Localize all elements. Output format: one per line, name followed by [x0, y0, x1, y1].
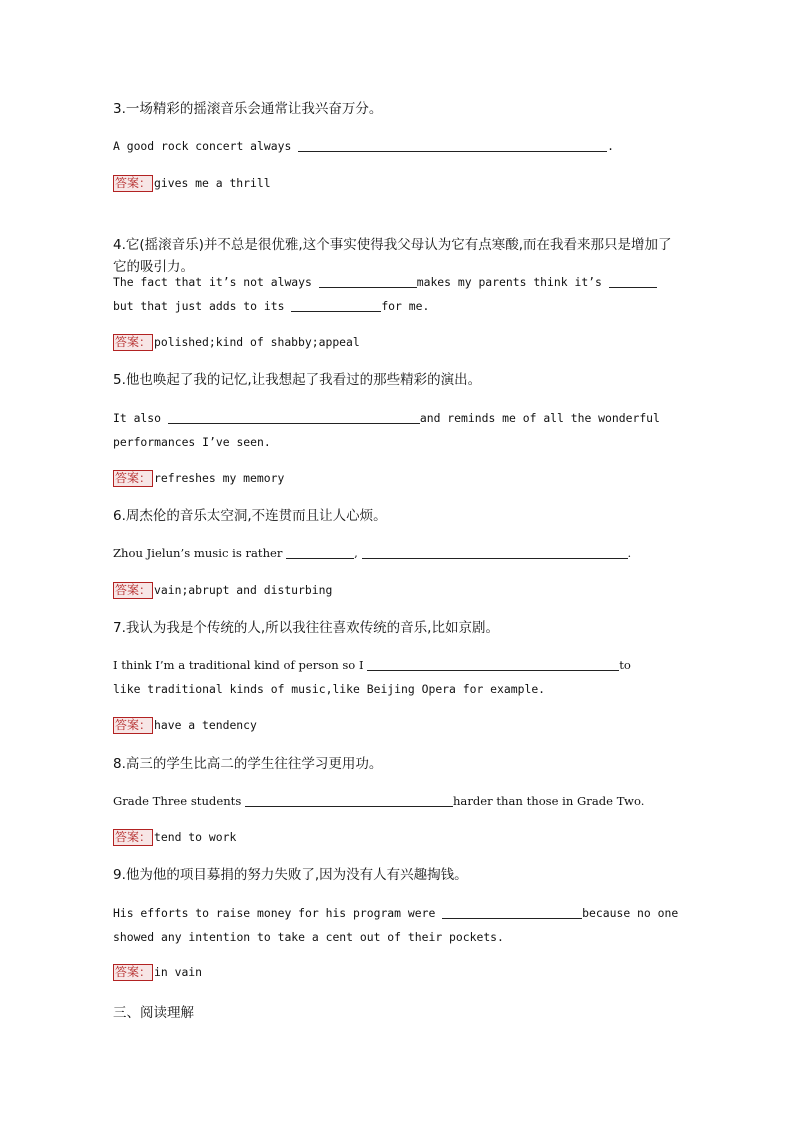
text-segment: but that just adds to its [113, 299, 292, 313]
text-segment: I think I’m a traditional kind of person so I [113, 658, 368, 672]
text-segment: . [607, 139, 615, 153]
answer-text: gives me a thrill [154, 176, 271, 190]
question-3-english [113, 134, 614, 158]
answer-blank [168, 410, 420, 424]
answer-tag: 答案： [115, 176, 152, 190]
question-8-english [113, 789, 644, 813]
text-segment: Zhou Jielun’s music is rather [113, 546, 287, 560]
answer-blank [367, 657, 619, 671]
text-segment: It also [113, 411, 168, 425]
question-5-english-line1 [113, 406, 660, 430]
answer-blank [362, 545, 628, 559]
question-5-english-line2 [113, 430, 271, 454]
answer-tag: 答案： [115, 830, 152, 844]
text-segment: , [354, 546, 362, 560]
answer-tag: 答案： [115, 965, 152, 979]
answer-text: vain;abrupt and disturbing [154, 583, 333, 597]
answer-tag: 答案： [115, 335, 152, 349]
text-segment: because no one [582, 906, 679, 920]
question-7-english-line1 [113, 653, 631, 677]
answer-blank [286, 545, 354, 559]
answer-5 [113, 469, 284, 487]
question-6-english [113, 541, 631, 565]
answer-tag: 答案： [115, 718, 152, 732]
answer-text: refreshes my memory [154, 471, 285, 485]
text-segment: . [627, 546, 632, 560]
question-4-english-line2 [113, 294, 429, 318]
question-9-english-line2 [113, 925, 504, 949]
answer-tag: 答案： [115, 471, 152, 485]
answer-3 [113, 174, 271, 192]
question-7-english-line2 [113, 677, 545, 701]
text-segment: like traditional kinds of music,like Beijing Opera for example. [113, 682, 546, 696]
answer-4 [113, 333, 360, 351]
question-7-chinese: 7.我认为我是个传统的人,所以我往往喜欢传统的音乐,比如京剧。 [113, 620, 499, 636]
answer-text: polished;kind of shabby;appeal [154, 335, 360, 349]
answer-9 [113, 963, 202, 981]
answer-blank [609, 274, 657, 288]
question-6-chinese: 6.周杰伦的音乐太空洞,不连贯而且让人心烦。 [113, 508, 387, 524]
answer-6 [113, 581, 332, 599]
answer-text: tend to work [154, 830, 237, 844]
question-4-english-line1 [113, 270, 657, 294]
answer-text: have a tendency [154, 718, 257, 732]
answer-blank [291, 298, 381, 312]
text-segment: to [619, 658, 631, 672]
text-segment: harder than those in Grade Two. [452, 794, 645, 808]
text-segment: Grade Three students [113, 794, 245, 808]
text-segment: The fact that it’s not always [113, 275, 319, 289]
question-8-chinese: 8.高三的学生比高二的学生往往学习更用功。 [113, 756, 383, 772]
question-5-chinese: 5.他也唤起了我的记忆,让我想起了我看过的那些精彩的演出。 [113, 372, 482, 388]
text-segment: for me. [381, 299, 430, 313]
text-segment: performances I’ve seen. [113, 435, 271, 449]
answer-blank [298, 138, 607, 152]
question-9-english-line1 [113, 901, 678, 925]
question-4-chinese: 4.它(摇滚音乐)并不总是很优雅,这个事实使得我父母认为它有点寒酸,而在我看来那只是增加了它的吸引力。 [113, 237, 672, 275]
text-segment: His efforts to raise money for his program were [113, 906, 443, 920]
answer-blank [319, 274, 417, 288]
section-title-reading: 三、阅读理解 [113, 1005, 194, 1021]
answer-8 [113, 828, 236, 846]
text-segment: showed any intention to take a cent out of their pockets. [113, 930, 504, 944]
answer-tag: 答案： [115, 583, 152, 597]
text-segment: makes my parents think it’s [416, 275, 609, 289]
text-segment: A good rock concert always [113, 139, 299, 153]
question-9-chinese: 9.他为他的项目募捐的努力失败了,因为没有人有兴趣掏钱。 [113, 867, 468, 883]
text-segment: and reminds me of all the wonderful [419, 411, 660, 425]
answer-7 [113, 716, 257, 734]
question-3-chinese: 3.一场精彩的摇滚音乐会通常让我兴奋万分。 [113, 101, 383, 117]
answer-text: in vain [154, 965, 203, 979]
answer-blank [442, 905, 582, 919]
answer-blank [245, 793, 453, 807]
